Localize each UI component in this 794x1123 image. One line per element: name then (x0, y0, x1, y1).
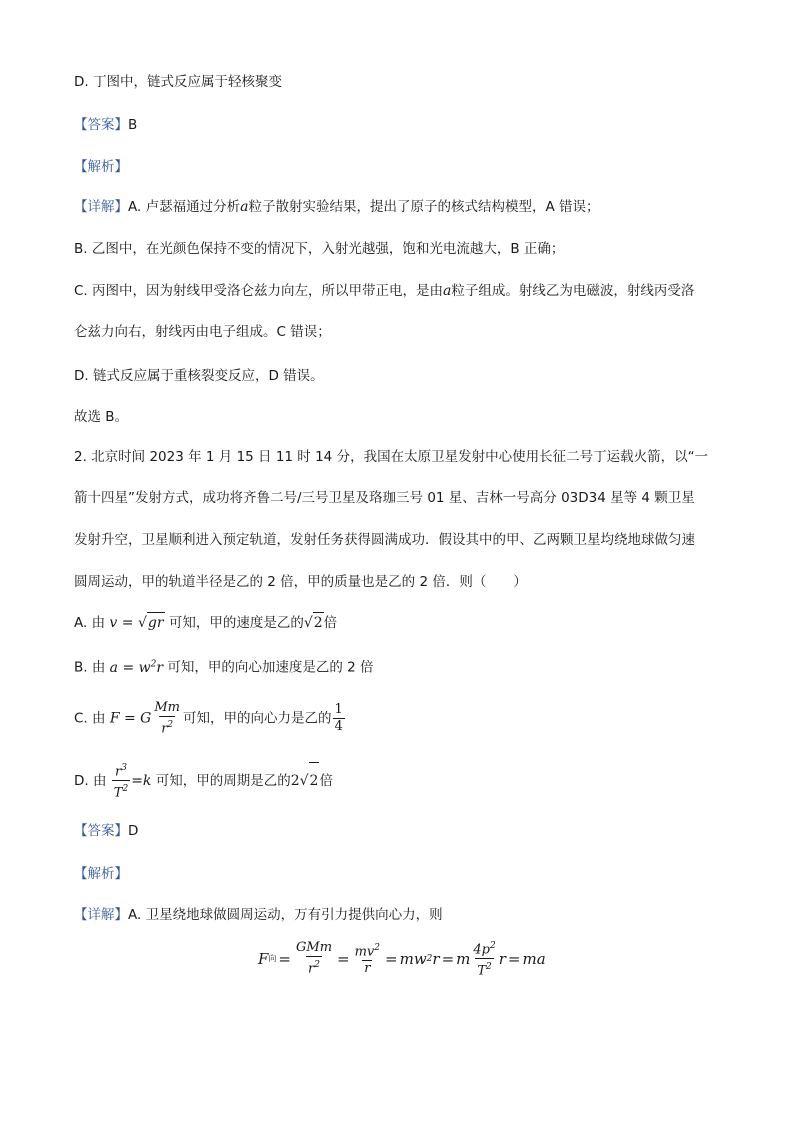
alpha-symbol: a (240, 199, 249, 215)
answer-line-prev (74, 115, 137, 135)
two-root-two: 2 (290, 772, 300, 789)
option-d-prev: D. 丁图中，链式反应属于轻核聚变 (74, 74, 282, 90)
q2-stem-2: 箭十四星”发射方式，成功将齐鲁二号/三号卫星及珞珈三号 01 星、吉林一号高分 03D34 星等 4 颗卫星 (74, 490, 695, 506)
sqrt-two: 2 (313, 612, 324, 633)
detail-c-prev-1: C. 丙图中，因为射线甲受洛仑兹力向左，所以甲带正电，是由a粒子组成。射线乙为电磁波，射线丙受洛 (74, 283, 695, 299)
answer-value: D (128, 823, 139, 839)
q2-option-c: C. 由 F = G $\frac{Mm}{r^2}$ 可知，甲的向心力是乙的 $\frac{1}{4}$ (74, 700, 343, 737)
detail-tag: 【详解】 (74, 907, 128, 923)
detail-b-prev: B. 乙图中，在光颜色保持不变的情况下，入射光越强，饱和光电流越大，B 正确； (74, 241, 565, 257)
q2-stem-1: 2. 北京时间 2023 年 1 月 15 日 11 时 14 分，我国在太原卫星发射中心使用长征二号丁运载火箭，以“一 (74, 449, 709, 465)
detail-a-q2: 【详解】A. 卫星绕地球做圆周运动，万有引力提供向心力，则 (74, 907, 443, 923)
alpha-symbol: a (443, 283, 452, 299)
detail-d-prev: D. 链式反应属于重核裂变反应，D 错误。 (74, 368, 324, 384)
conclusion-prev: 故选 B。 (74, 409, 129, 425)
answer-tag: 【答案】 (74, 117, 128, 133)
fraction-mm-r2: $\frac{Mm}{r^2}$ (154, 700, 180, 737)
analysis-tag-prev: 【解析】 (74, 159, 128, 175)
answer-tag: 【答案】 (74, 823, 128, 839)
fraction-one-quarter: $\frac{1}{4}$ (334, 702, 343, 735)
q2-option-b: B. 由 $a = w^2r$ 可知，甲的向心加速度是乙的 2 倍 (74, 659, 374, 676)
formula-f: F = G (109, 710, 152, 727)
detail-a-prev: 【详解】A. 卢瑟福通过分析a粒子散射实验结果，提出了原子的核式结构模型，A 错误； (74, 199, 600, 215)
q2-stem-3: 发射升空，卫星顺利进入预定轨道，发射任务获得圆满成功．假设其中的甲、乙两颗卫星均绕地球做匀速 (74, 532, 695, 548)
answer-value: B (128, 117, 138, 133)
detail-c-prev-2: 仑兹力向右，射线丙由电子组成。C 错误； (74, 324, 331, 340)
gravitation-formula: F 向 = $\frac{\text{GMm}}{r^2}$ = $\frac{mv^2}{r}$ = m w 2 r = m $\frac{4p^2}{T^2}$ r = ma (258, 940, 546, 979)
q2-option-d: D. 由 $\frac{r^3}{T^2}$ =k 可知，甲的周期是乙的2√2倍 (74, 760, 333, 802)
formula-v: v = √gr (109, 615, 164, 631)
q2-option-a: A. 由 v = √gr 可知，甲的速度是乙的√2倍 (74, 612, 337, 633)
detail-tag: 【详解】 (74, 199, 128, 215)
fraction-r3-t2: $\frac{r^3}{T^2}$ (113, 763, 129, 801)
q2-stem-4: 圆周运动，甲的轨道半径是乙的 2 倍，甲的质量也是乙的 2 倍．则（ ） (74, 574, 527, 590)
answer-line-q2 (74, 821, 138, 841)
formula-a: $a = w^2r$ (109, 659, 164, 676)
analysis-tag-q2: 【解析】 (74, 866, 128, 882)
